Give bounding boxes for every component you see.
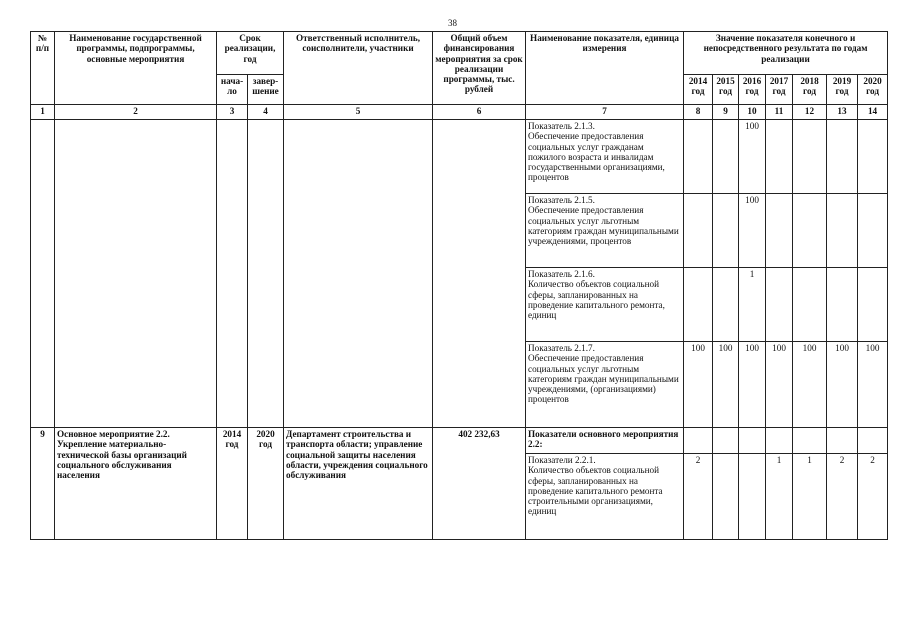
value-cell: 1 — [793, 454, 827, 540]
value-cell — [858, 268, 888, 342]
header-number: № п/п — [31, 32, 55, 105]
value-cell: 100 — [739, 194, 766, 268]
column-number: 13 — [827, 105, 858, 120]
empty-cell — [713, 428, 739, 454]
empty-cell — [766, 428, 793, 454]
header-term: Срок реализации, год — [217, 32, 284, 75]
header-year-2020: 2020 год — [858, 75, 888, 105]
empty-cell — [31, 120, 55, 428]
empty-cell — [217, 120, 248, 428]
value-cell — [858, 194, 888, 268]
header-year-2016: 2016 год — [739, 75, 766, 105]
value-cell — [827, 194, 858, 268]
empty-cell — [284, 120, 433, 428]
empty-cell — [793, 428, 827, 454]
indicators-heading: Показатели основного мероприятия 2.2: — [526, 428, 684, 454]
value-cell: 100 — [739, 342, 766, 428]
value-cell: 100 — [793, 342, 827, 428]
value-cell: 100 — [827, 342, 858, 428]
column-number: 1 — [31, 105, 55, 120]
column-number: 7 — [526, 105, 684, 120]
activity-executor: Департамент строительства и транспорта области; управление социальной защиты населения области, учреждения социального обслуживания — [284, 428, 433, 540]
indicator-cell: Показатели 2.2.1. Количество объектов социальной сферы, запланированных на проведение капитального ремонта строительными организациями, единиц — [526, 454, 684, 540]
value-cell — [793, 120, 827, 194]
column-number: 3 — [217, 105, 248, 120]
header-year-2015: 2015 год — [713, 75, 739, 105]
column-number-row — [31, 105, 888, 120]
column-number: 6 — [433, 105, 526, 120]
value-cell: 100 — [858, 342, 888, 428]
column-number: 12 — [793, 105, 827, 120]
value-cell — [684, 268, 713, 342]
empty-cell — [827, 428, 858, 454]
empty-cell — [433, 120, 526, 428]
table-row — [31, 120, 888, 194]
column-number: 9 — [713, 105, 739, 120]
program-table — [30, 31, 888, 540]
value-cell: 100 — [739, 120, 766, 194]
value-cell — [713, 454, 739, 540]
value-cell — [766, 268, 793, 342]
header-year-2018: 2018 год — [793, 75, 827, 105]
value-cell — [739, 454, 766, 540]
activity-row — [31, 428, 888, 454]
indicator-cell: Показатель 2.1.5. Обеспечение предоставления социальных услуг льготным категориям граждан муниципальными учреждениями, процентов — [526, 194, 684, 268]
column-number: 14 — [858, 105, 888, 120]
header-year-2017: 2017 год — [766, 75, 793, 105]
activity-number: 9 — [31, 428, 55, 540]
value-cell — [858, 120, 888, 194]
value-cell — [713, 194, 739, 268]
header-end: завер- шение — [248, 75, 284, 105]
indicator-cell: Показатель 2.1.7. Обеспечение предоставления социальных услуг льготным категориям граждан муниципальными учреждениями, (организациями) процентов — [526, 342, 684, 428]
header-year-2019: 2019 год — [827, 75, 858, 105]
activity-funding: 402 232,63 — [433, 428, 526, 540]
header-start: нача- ло — [217, 75, 248, 105]
column-number: 4 — [248, 105, 284, 120]
value-cell — [766, 120, 793, 194]
indicator-cell: Показатель 2.1.3. Обеспечение предоставления социальных услуг гражданам пожилого возраста и инвалидам государственными организациями, процентов — [526, 120, 684, 194]
empty-cell — [739, 428, 766, 454]
empty-cell — [55, 120, 217, 428]
value-cell: 1 — [739, 268, 766, 342]
empty-cell — [684, 428, 713, 454]
value-cell: 100 — [713, 342, 739, 428]
value-cell — [793, 194, 827, 268]
header-funding: Общий объем финансирования мероприятия за срок реализации программы, тыс. рублей — [433, 32, 526, 105]
value-cell: 2 — [684, 454, 713, 540]
column-number: 10 — [739, 105, 766, 120]
value-cell: 2 — [827, 454, 858, 540]
header-year-2014: 2014 год — [684, 75, 713, 105]
header-values: Значение показателя конечного и непосредственного результата по годам реализации — [684, 32, 888, 75]
value-cell — [827, 268, 858, 342]
empty-cell — [248, 120, 284, 428]
value-cell — [793, 268, 827, 342]
column-number: 2 — [55, 105, 217, 120]
value-cell: 100 — [766, 342, 793, 428]
value-cell — [684, 120, 713, 194]
value-cell: 2 — [858, 454, 888, 540]
activity-end: 2020 год — [248, 428, 284, 540]
activity-name: Основное мероприятие 2.2. Укрепление материально-технической базы организаций социального обслуживания населения — [55, 428, 217, 540]
column-number: 5 — [284, 105, 433, 120]
value-cell: 1 — [766, 454, 793, 540]
empty-cell — [858, 428, 888, 454]
value-cell — [713, 120, 739, 194]
column-number: 8 — [684, 105, 713, 120]
header-indicator: Наименование показателя, единица измерения — [526, 32, 684, 105]
indicator-cell: Показатель 2.1.6. Количество объектов социальной сферы, запланированных на проведение капитального ремонта, единиц — [526, 268, 684, 342]
page-number: 38 — [448, 18, 457, 28]
value-cell — [766, 194, 793, 268]
header-executor: Ответственный исполнитель, соисполнители, участники — [284, 32, 433, 105]
header-program-name: Наименование государственной программы, подпрограммы, основные мероприятия — [55, 32, 217, 105]
value-cell — [713, 268, 739, 342]
activity-start: 2014 год — [217, 428, 248, 540]
value-cell — [827, 120, 858, 194]
value-cell: 100 — [684, 342, 713, 428]
column-number: 11 — [766, 105, 793, 120]
value-cell — [684, 194, 713, 268]
